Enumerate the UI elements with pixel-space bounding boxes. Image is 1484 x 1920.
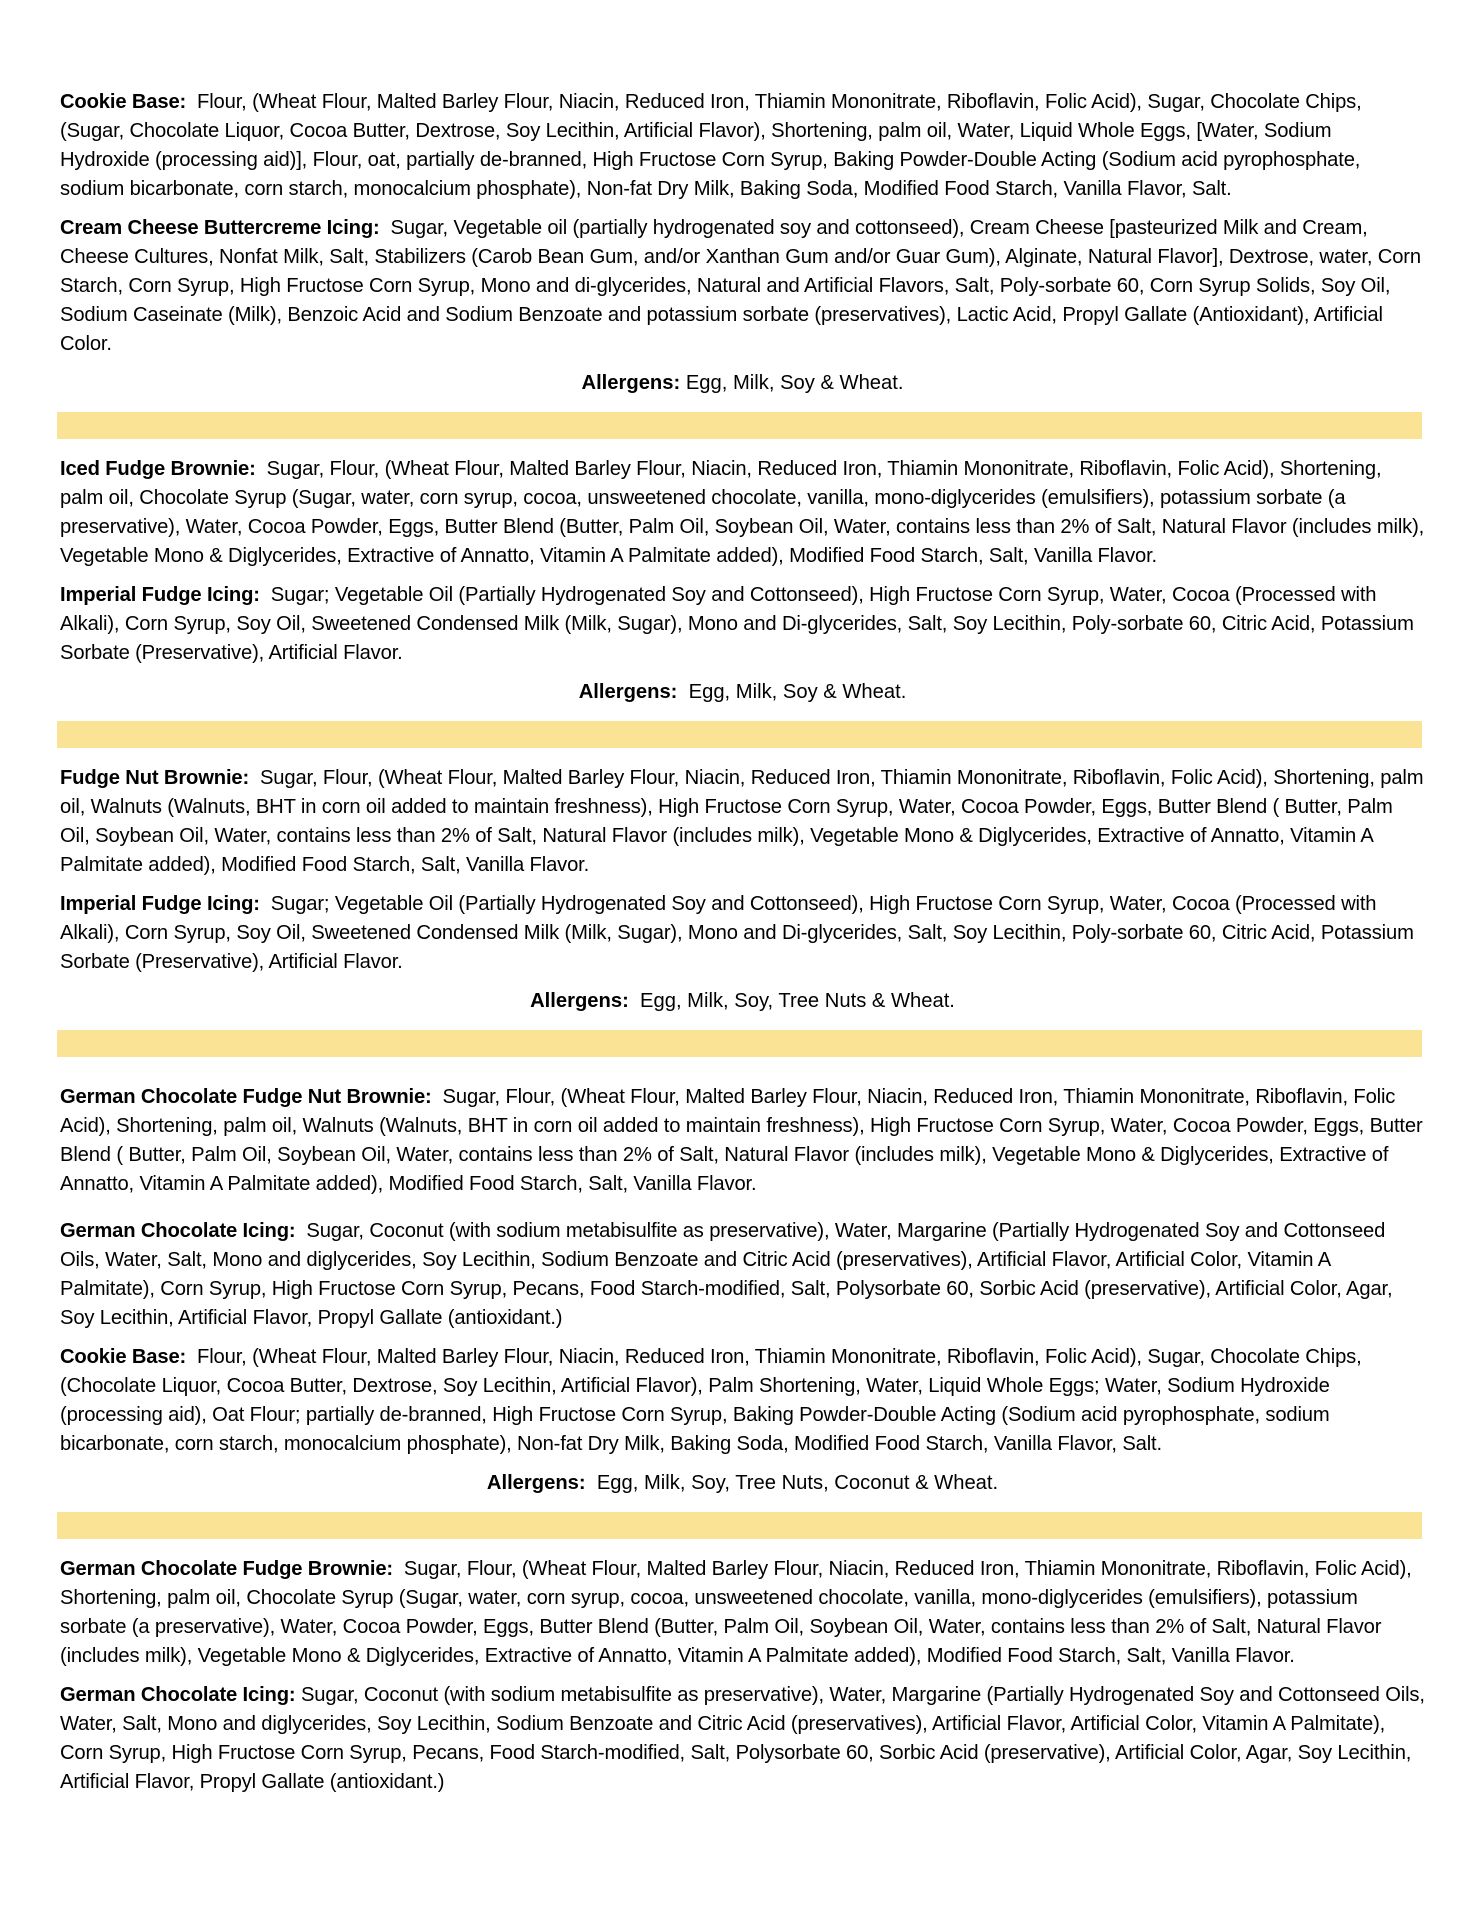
ingredient-label: Imperial Fudge Icing:	[60, 893, 260, 915]
ingredient-text: Sugar; Vegetable Oil (Partially Hydrogenated Soy and Cottonseed), High Fructose Corn Syrup, Water, Cocoa (Processed with Alkali), Corn Syrup, Soy Oil, Sweetened Condensed Milk (Milk, Sugar), Mono and Di-glycerides, Salt, Soy Lecithin, Poly-sorbate 60, Citric Acid, Potassium Sorbate (Preservative), Artificial Flavor.	[60, 893, 1414, 973]
allergens-label: Allergens:	[486, 1472, 586, 1494]
german-chocolate-icing-ingredients	[60, 1217, 1425, 1333]
ingredient-label: Imperial Fudge Icing:	[60, 584, 260, 606]
allergens-text: Egg, Milk, Soy, Tree Nuts & Wheat.	[640, 990, 955, 1012]
section-divider	[57, 1030, 1422, 1057]
allergens-line	[60, 987, 1425, 1016]
ingredients-document	[60, 88, 1425, 1807]
ingredient-text: Sugar, Flour, (Wheat Flour, Malted Barley Flour, Niacin, Reduced Iron, Thiamin Mononitrate, Riboflavin, Folic Acid), Shortening, palm oil, Chocolate Syrup (Sugar, water, corn syrup, cocoa, unsweetened chocolate, vanilla, mono-diglycerides (emulsifiers), potassium sorbate (a preservative), Water, Cocoa Powder, Eggs, Butter Blend (Butter, Palm Oil, Soybean Oil, Water, contains less than 2% of Salt, Natural Flavor (includes milk), Vegetable Mono & Diglycerides, Extractive of Annatto, Vitamin A Palmitate added), Modified Food Starch, Salt, Vanilla Flavor.	[60, 1558, 1412, 1667]
allergens-line	[60, 678, 1425, 707]
ingredient-text: Sugar, Flour, (Wheat Flour, Malted Barley Flour, Niacin, Reduced Iron, Thiamin Mononitrate, Riboflavin, Folic Acid), Shortening, palm oil, Walnuts (Walnuts, BHT in corn oil added to maintain freshness), High Fructose Corn Syrup, Water, Cocoa Powder, Eggs, Butter Blend ( Butter, Palm Oil, Soybean Oil, Water, contains less than 2% of Salt, Natural Flavor (includes milk), Vegetable Mono & Diglycerides, Extractive of Annatto, Vitamin A Palmitate added), Modified Food Starch, Salt, Vanilla Flavor.	[60, 1086, 1423, 1195]
german-chocolate-fudge-brownie-ingredients	[60, 1555, 1425, 1671]
ingredient-text: Sugar, Flour, (Wheat Flour, Malted Barley Flour, Niacin, Reduced Iron, Thiamin Mononitrate, Riboflavin, Folic Acid), Shortening, palm oil, Walnuts (Walnuts, BHT in corn oil added to maintain freshness), High Fructose Corn Syrup, Water, Cocoa Powder, Eggs, Butter Blend ( Butter, Palm Oil, Soybean Oil, Water, contains less than 2% of Salt, Natural Flavor (includes milk), Vegetable Mono & Diglycerides, Extractive of Annatto, Vitamin A Palmitate added), Modified Food Starch, Salt, Vanilla Flavor.	[60, 767, 1424, 876]
iced-fudge-brownie-ingredients	[60, 455, 1425, 571]
ingredient-label: German Chocolate Icing:	[60, 1684, 296, 1706]
allergens-text: Egg, Milk, Soy, Tree Nuts, Coconut & Wheat.	[596, 1472, 999, 1494]
cookie-base-ingredients	[60, 88, 1425, 204]
ingredient-label: German Chocolate Fudge Brownie:	[60, 1558, 393, 1580]
cream-cheese-icing-ingredients	[60, 214, 1425, 359]
allergens-line	[60, 369, 1425, 398]
ingredient-text: Flour, (Wheat Flour, Malted Barley Flour, Niacin, Reduced Iron, Thiamin Mononitrate, Riboflavin, Folic Acid), Sugar, Chocolate Chips, (Sugar, Chocolate Liquor, Cocoa Butter, Dextrose, Soy Lecithin, Artificial Flavor), Shortening, palm oil, Water, Liquid Whole Eggs, [Water, Sodium Hydroxide (processing aid)], Flour, oat, partially de-branned, High Fructose Corn Syrup, Baking Powder-Double Acting (Sodium acid pyrophosphate, sodium bicarbonate, corn starch, monocalcium phosphate), Non-fat Dry Milk, Baking Soda, Modified Food Starch, Vanilla Flavor, Salt.	[60, 91, 1362, 200]
ingredient-label: Cream Cheese Buttercreme Icing:	[60, 217, 380, 239]
ingredient-text: Flour, (Wheat Flour, Malted Barley Flour, Niacin, Reduced Iron, Thiamin Mononitrate, Riboflavin, Folic Acid), Sugar, Chocolate Chips, (Chocolate Liquor, Cocoa Butter, Dextrose, Soy Lecithin, Artificial Flavor), Palm Shortening, Water, Liquid Whole Eggs; Water, Sodium Hydroxide (processing aid), Oat Flour; partially de-branned, High Fructose Corn Syrup, Baking Powder-Double Acting (Sodium acid pyrophosphate, sodium bicarbonate, corn starch, monocalcium phosphate), Non-fat Dry Milk, Baking Soda, Modified Food Starch, Vanilla Flavor, Salt.	[60, 1346, 1362, 1455]
allergens-text: Egg, Milk, Soy & Wheat.	[685, 372, 904, 394]
allergens-label: Allergens:	[530, 990, 629, 1012]
cookie-base-ingredients	[60, 1343, 1425, 1459]
allergens-label: Allergens:	[581, 372, 681, 394]
ingredient-label: Cookie Base:	[60, 1346, 187, 1368]
section-divider	[57, 1512, 1422, 1539]
ingredient-text: Sugar, Flour, (Wheat Flour, Malted Barley Flour, Niacin, Reduced Iron, Thiamin Mononitrate, Riboflavin, Folic Acid), Shortening, palm oil, Chocolate Syrup (Sugar, water, corn syrup, cocoa, unsweetened chocolate, vanilla, mono-diglycerides (emulsifiers), potassium sorbate (a preservative), Water, Cocoa Powder, Eggs, Butter Blend (Butter, Palm Oil, Soybean Oil, Water, contains less than 2% of Salt, Natural Flavor (includes milk), Vegetable Mono & Diglycerides, Extractive of Annatto, Vitamin A Palmitate added), Modified Food Starch, Salt, Vanilla Flavor.	[60, 458, 1425, 567]
ingredient-text: Sugar, Coconut (with sodium metabisulfite as preservative), Water, Margarine (Partially Hydrogenated Soy and Cottonseed Oils, Water, Salt, Mono and diglycerides, Soy Lecithin, Sodium Benzoate and Citric Acid (preservatives), Artificial Flavor, Artificial Color, Vitamin A Palmitate), Corn Syrup, High Fructose Corn Syrup, Pecans, Food Starch-modified, Salt, Polysorbate 60, Sorbic Acid (preservative), Artificial Color, Agar, Soy Lecithin, Artificial Flavor, Propyl Gallate (antioxidant.)	[60, 1220, 1393, 1329]
imperial-fudge-icing-ingredients	[60, 581, 1425, 668]
ingredient-label: Cookie Base:	[60, 91, 187, 113]
ingredient-label: German Chocolate Fudge Nut Brownie:	[60, 1086, 432, 1108]
ingredient-label: Iced Fudge Brownie:	[60, 458, 256, 480]
ingredient-label: German Chocolate Icing:	[60, 1220, 296, 1242]
section-divider	[57, 412, 1422, 439]
ingredient-text: Sugar, Coconut (with sodium metabisulfite as preservative), Water, Margarine (Partially Hydrogenated Soy and Cottonseed Oils, Water, Salt, Mono and diglycerides, Soy Lecithin, Sodium Benzoate and Citric Acid (preservatives), Artificial Flavor, Artificial Color, Vitamin A Palmitate), Corn Syrup, High Fructose Corn Syrup, Pecans, Food Starch-modified, Salt, Polysorbate 60, Sorbic Acid (preservative), Artificial Color, Agar, Soy Lecithin, Artificial Flavor, Propyl Gallate (antioxidant.)	[60, 1684, 1425, 1793]
allergens-line	[60, 1469, 1425, 1498]
fudge-nut-brownie-ingredients	[60, 764, 1425, 880]
allergens-text: Egg, Milk, Soy & Wheat.	[688, 681, 907, 703]
imperial-fudge-icing-ingredients	[60, 890, 1425, 977]
section-divider	[57, 721, 1422, 748]
ingredient-text: Sugar; Vegetable Oil (Partially Hydrogenated Soy and Cottonseed), High Fructose Corn Syrup, Water, Cocoa (Processed with Alkali), Corn Syrup, Soy Oil, Sweetened Condensed Milk (Milk, Sugar), Mono and Di-glycerides, Salt, Soy Lecithin, Poly-sorbate 60, Citric Acid, Potassium Sorbate (Preservative), Artificial Flavor.	[60, 584, 1414, 664]
ingredient-label: Fudge Nut Brownie:	[60, 767, 250, 789]
german-chocolate-icing-ingredients	[60, 1681, 1425, 1797]
german-chocolate-fudge-nut-brownie-ingredients	[60, 1083, 1425, 1199]
ingredient-text: Sugar, Vegetable oil (partially hydrogenated soy and cottonseed), Cream Cheese [pasteurized Milk and Cream, Cheese Cultures, Nonfat Milk, Salt, Stabilizers (Carob Bean Gum, and/or Xanthan Gum and/or Guar Gum), Alginate, Natural Flavor], Dextrose, water, Corn Starch, Corn Syrup, High Fructose Corn Syrup, Mono and di-glycerides, Natural and Artificial Flavors, Salt, Poly-sorbate 60, Corn Syrup Solids, Soy Oil, Sodium Caseinate (Milk), Benzoic Acid and Sodium Benzoate and potassium sorbate (preservatives), Lactic Acid, Propyl Gallate (Antioxidant), Artificial Color.	[60, 217, 1421, 355]
allergens-label: Allergens:	[578, 681, 678, 703]
